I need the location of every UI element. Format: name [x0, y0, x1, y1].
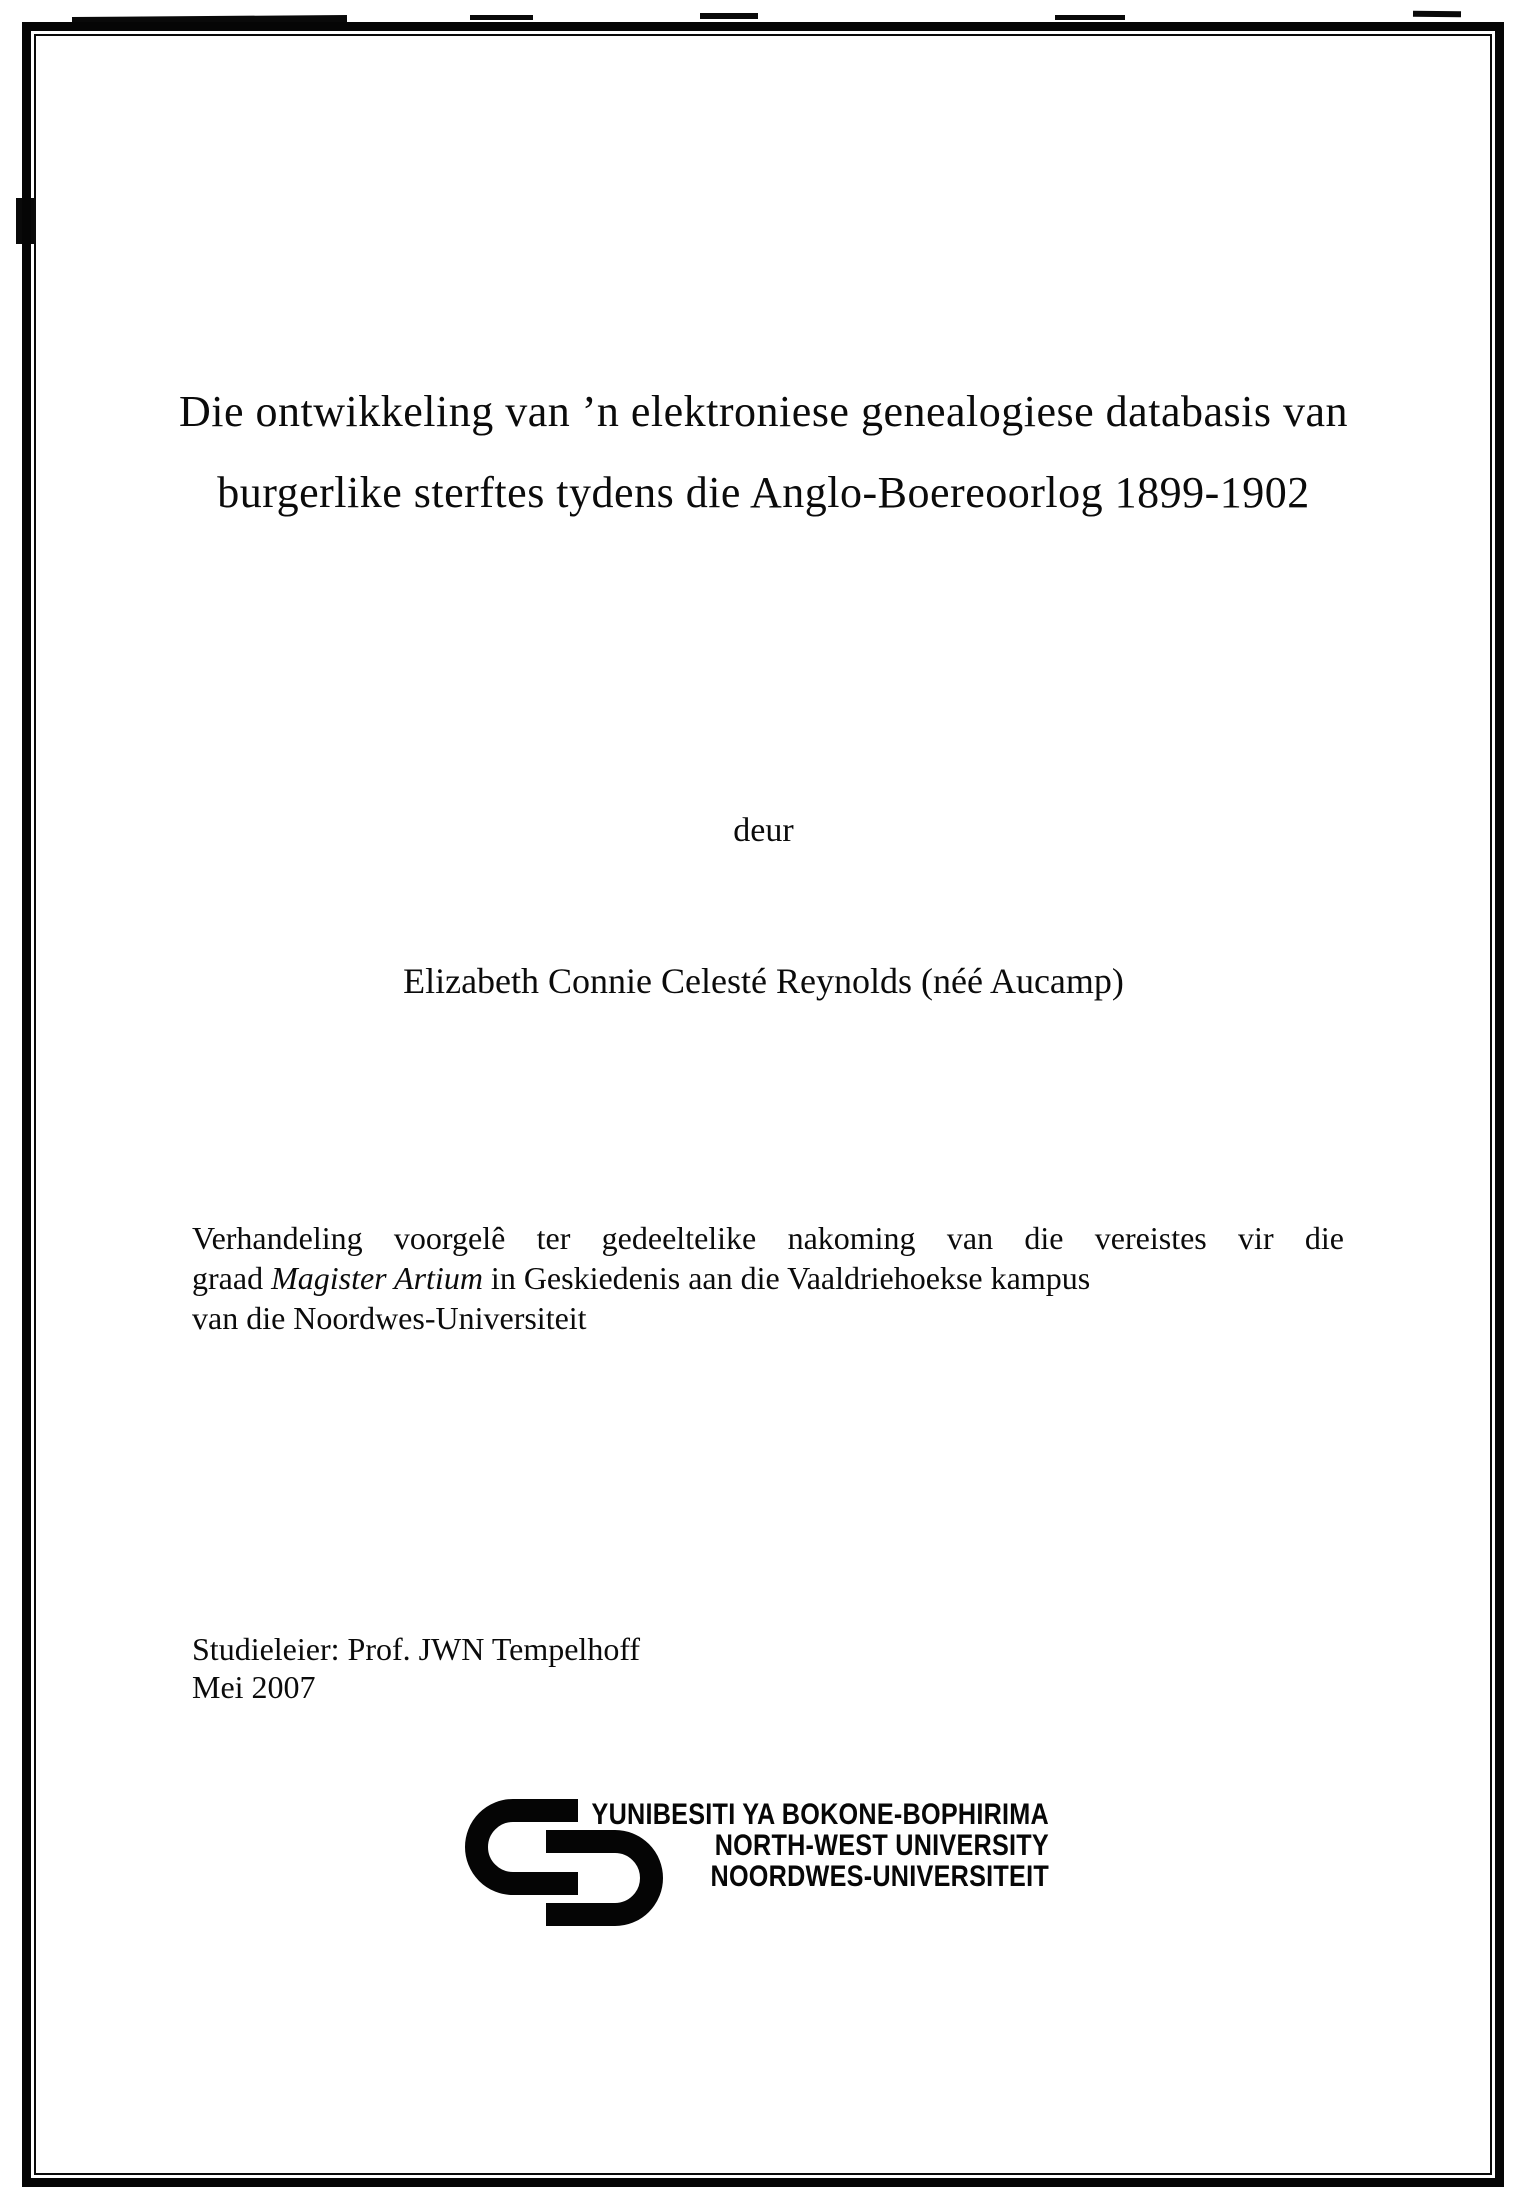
degree-name: Magister Artium	[271, 1260, 483, 1296]
title-line-2: burgerlike sterftes tydens die Anglo-Boereoorlog 1899-1902	[217, 468, 1310, 517]
date-line: Mei 2007	[192, 1669, 316, 1705]
scan-artifact	[470, 15, 533, 20]
scan-artifact	[1055, 15, 1125, 20]
logo-text-line-3: NOORDWES-UNIVERSITEIT	[710, 1860, 1049, 1893]
scan-artifact	[1413, 11, 1461, 18]
statement-line-1: Verhandeling voorgelê ter gedeeltelike nakoming van die vereistes vir die	[192, 1220, 1344, 1256]
byline-label: deur	[733, 812, 794, 849]
statement-line-2-prefix: graad	[192, 1260, 272, 1296]
statement-line-3: van die Noordwes-Universiteit	[192, 1300, 587, 1336]
logo-text-line-2: NORTH-WEST UNIVERSITY	[714, 1829, 1049, 1862]
author-name: Elizabeth Connie Celesté Reynolds (néé Aucamp)	[403, 961, 1124, 1001]
page-title	[90, 371, 1437, 533]
supervisor-line: Studieleier: Prof. JWN Tempelhoff	[192, 1631, 641, 1667]
title-line-1: Die ontwikkeling van ’n elektroniese genealogiese databasis van	[178, 387, 1348, 436]
statement-line-2	[192, 1258, 1344, 1298]
university-logo	[453, 1793, 1093, 1938]
scan-artifact	[700, 13, 758, 19]
university-logo-text	[579, 1799, 1049, 1892]
logo-text-line-1: YUNIBESITI YA BOKONE-BOPHIRIMA	[591, 1798, 1049, 1831]
supervisor-date-block	[192, 1630, 1092, 1706]
degree-statement	[192, 1218, 1344, 1338]
statement-line-2-suffix: in Geskiedenis aan die Vaaldriehoekse kampus	[482, 1260, 1091, 1296]
